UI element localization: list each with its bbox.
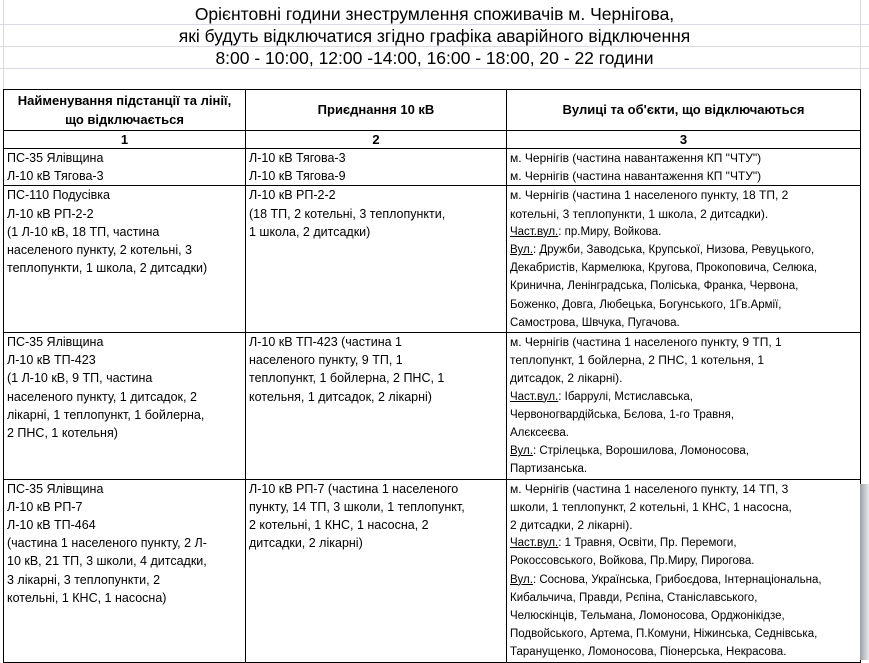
street-list-line bbox=[510, 607, 858, 625]
street-list-line bbox=[510, 534, 858, 552]
header-objects: Вулиці та об'єкти, що відключаються bbox=[507, 90, 861, 131]
objects-cell bbox=[507, 149, 861, 186]
street-list-value: Кибальчича, Правди, Рєпіна, Станіславського, bbox=[510, 591, 758, 604]
table-row bbox=[4, 149, 861, 186]
street-list-value: : 1 Травня, Освіти, Пр. Перемоги, bbox=[558, 537, 737, 550]
title-line-2: які будуть відключатися згідно графіка аварійного відключення bbox=[178, 26, 691, 46]
connection-line: Л-10 кВ ТП-423 (частина 1 bbox=[249, 335, 402, 350]
table-body bbox=[4, 149, 861, 663]
outage-table bbox=[3, 89, 861, 663]
street-list-value: Подвойського, Артема, П.Комуни, Ніжинська, Седнівська, bbox=[510, 628, 818, 641]
table-row bbox=[4, 186, 861, 333]
connection-line: теплопункт, 1 бойлерна, 2 ПНС, 1 bbox=[249, 371, 445, 386]
substation-line: (частина 1 населеного пункту, 2 Л- bbox=[7, 536, 207, 551]
title-line-3: 8:00 - 10:00, 12:00 -14:00, 16:00 - 18:00, 20 - 22 години bbox=[215, 48, 654, 68]
substation-line: населеного пункту, 2 котельні, 3 bbox=[7, 243, 193, 258]
street-list-line bbox=[510, 314, 858, 332]
objects-line: м. Чернігів (частина 1 населеного пункту, 14 ТП, 3 bbox=[510, 481, 789, 496]
substation-line: ПС-110 Подусівка bbox=[7, 188, 111, 203]
street-list-line bbox=[510, 296, 858, 314]
substation-line: теплопункти, 1 школа, 2 дитсадки) bbox=[7, 261, 208, 276]
objects-cell bbox=[507, 333, 861, 480]
objects-line: дитсадок, 2 лікарні). bbox=[510, 371, 623, 386]
connection-line: котельня, 1 дитсадок, 2 лікарні) bbox=[249, 389, 432, 404]
substation-cell bbox=[4, 479, 246, 662]
substation-line: котельні, 1 КНС, 1 насосна) bbox=[7, 590, 167, 605]
street-list-value: : Ібаррулі, Мстиславська, bbox=[558, 390, 693, 403]
connection-line: 2 котельні, 1 КНС, 1 насосна, 2 bbox=[249, 518, 429, 533]
scroll-shadow bbox=[860, 484, 869, 660]
objects-line: м. Чернігів (частина навантаження КП "ЧТУ") bbox=[510, 169, 762, 184]
substation-line: населеного пункту, 1 дитсадок, 2 bbox=[7, 389, 197, 404]
connection-line: Л-10 кВ РП-7 (частина 1 населеного bbox=[249, 481, 459, 496]
street-list-line bbox=[510, 571, 858, 589]
connection-line: Л-10 кВ РП-2-2 bbox=[249, 188, 336, 203]
connection-line: населеного пункту, 9 ТП, 1 bbox=[249, 353, 403, 368]
connection-cell bbox=[246, 149, 507, 186]
street-list-value: Кринична, Ленінградська, Поліська, Франка, Червона, bbox=[510, 280, 799, 293]
objects-line: м. Чернігів (частина 1 населеного пункту, 9 ТП, 1 bbox=[510, 335, 782, 350]
street-list-value: : Стрілецька, Ворошилова, Ломоносова, bbox=[532, 445, 749, 458]
street-list-value: : Дружби, Заводська, Крупської, Низова, Ревуцького, bbox=[532, 244, 815, 257]
street-list-value: Червоногвардійська, Бєлова, 1-го Травня, bbox=[510, 408, 735, 421]
substation-cell bbox=[4, 333, 246, 480]
substation-line: 3 лікарні, 3 теплопункти, 2 bbox=[7, 572, 161, 587]
connection-line: Л-10 кВ Тягова-3 bbox=[249, 151, 346, 165]
substation-line: 10 кВ, 21 ТП, 3 школи, 4 дитсадки, bbox=[7, 554, 207, 569]
street-list-label: Част.вул. bbox=[510, 225, 559, 238]
street-list-line bbox=[510, 223, 858, 241]
street-list-line bbox=[510, 460, 858, 478]
street-list-label: Част.вул. bbox=[510, 537, 559, 550]
document-title bbox=[0, 3, 869, 69]
substation-line: Л-10 кВ РП-7 bbox=[7, 499, 83, 514]
street-list-line bbox=[510, 241, 858, 259]
street-list-value: Челюскінців, Тельмана, Ломоносова, Орджонікідзе, bbox=[510, 610, 785, 623]
street-list-value: Рокоссовського, Войкова, Пр.Миру, Пирогова. bbox=[510, 555, 755, 568]
objects-cell bbox=[507, 186, 861, 333]
connection-cell bbox=[246, 186, 507, 333]
column-number: 3 bbox=[507, 131, 861, 149]
substation-cell bbox=[4, 149, 246, 186]
street-list-value: Декабристів, Кармелюка, Кругова, Прокоповича, Селюка, bbox=[510, 262, 818, 275]
street-list-value: Самострова, Швчука, Пугачова. bbox=[510, 316, 680, 329]
connection-line: пункту, 14 ТП, 3 школи, 1 теплопункт, bbox=[249, 499, 465, 514]
street-list-line bbox=[510, 277, 858, 295]
substation-line: ПС-35 Ялівщина bbox=[7, 335, 104, 350]
objects-cell bbox=[507, 479, 861, 662]
substation-line: Л-10 кВ Тягова-3 bbox=[7, 169, 104, 184]
table-row bbox=[4, 479, 861, 662]
objects-line: теплопункт, 1 бойлерна, 2 ПНС, 1 котельня, 1 bbox=[510, 353, 765, 368]
header-substation: Найменування підстанції та лінії, що відключається bbox=[4, 90, 246, 131]
table-row bbox=[4, 333, 861, 480]
substation-line: Л-10 кВ РП-2-2 bbox=[7, 206, 94, 221]
street-list-line bbox=[510, 643, 858, 661]
street-list-line bbox=[510, 406, 858, 424]
substation-line: (1 Л-10 кВ, 9 ТП, частина bbox=[7, 371, 153, 386]
substation-line: Л-10 кВ ТП-464 bbox=[7, 518, 96, 533]
street-list-label: Вул. bbox=[510, 244, 533, 257]
column-number: 2 bbox=[246, 131, 507, 149]
column-number-row bbox=[4, 131, 861, 149]
street-list-line bbox=[510, 388, 858, 406]
connection-cell bbox=[246, 479, 507, 662]
title-line-1: Орієнтовні години знеструмлення споживачів м. Чернігова, bbox=[194, 4, 675, 24]
substation-line: (1 Л-10 кВ, 18 ТП, частина bbox=[7, 224, 160, 239]
connection-line: дитсадки, 2 лікарні) bbox=[249, 536, 363, 551]
street-list-line bbox=[510, 552, 858, 570]
street-list-label: Вул. bbox=[510, 573, 533, 586]
objects-line: м. Чернігів (частина навантаження КП "ЧТУ") bbox=[510, 151, 762, 165]
objects-line: школи, 1 теплопункт, 2 котельні, 1 КНС, 1 насосна, bbox=[510, 499, 792, 514]
substation-line: ПС-35 Ялівщина bbox=[7, 481, 104, 496]
street-list-line bbox=[510, 442, 858, 460]
connection-line: 1 школа, 2 дитсадки) bbox=[249, 224, 371, 239]
objects-line: 2 дитсадки, 2 лікарні). bbox=[510, 518, 633, 533]
street-list-value: Партизанська. bbox=[510, 463, 588, 476]
substation-line: Л-10 кВ ТП-423 bbox=[7, 353, 96, 368]
street-list-value: : Соснова, Українська, Грибоєдова, Інтернаціональна, bbox=[532, 573, 822, 586]
street-list-value: Таранущенко, Ломоносова, Піонерська, Некрасова. bbox=[510, 646, 787, 659]
header-connection: Приєднання 10 кВ bbox=[246, 90, 507, 131]
column-number: 1 bbox=[4, 131, 246, 149]
street-list-line bbox=[510, 259, 858, 277]
objects-line: м. Чернігів (частина 1 населеного пункту, 18 ТП, 2 bbox=[510, 188, 789, 203]
objects-line: котельні, 3 теплопункти, 1 школа, 2 дитсадки). bbox=[510, 206, 769, 221]
connection-line: (18 ТП, 2 котельні, 3 теплопункти, bbox=[249, 206, 446, 221]
street-list-line bbox=[510, 424, 858, 442]
table-header-row bbox=[4, 90, 861, 131]
street-list-value: Боженко, Довга, Любецька, Богунського, 1Гв.Армії, bbox=[510, 298, 782, 311]
substation-line: ПС-35 Ялівщина bbox=[7, 151, 104, 165]
street-list-value: : пр.Миру, Войкова. bbox=[558, 225, 662, 238]
street-list-label: Част.вул. bbox=[510, 390, 559, 403]
connection-cell bbox=[246, 333, 507, 480]
street-list-line bbox=[510, 589, 858, 607]
substation-line: 2 ПНС, 1 котельня) bbox=[7, 426, 118, 441]
connection-line: Л-10 кВ Тягова-9 bbox=[249, 169, 346, 184]
street-list-line bbox=[510, 625, 858, 643]
substation-line: лікарні, 1 теплопункт, 1 бойлерна, bbox=[7, 407, 205, 422]
substation-cell bbox=[4, 186, 246, 333]
street-list-value: Алєксеєва. bbox=[510, 427, 569, 440]
street-list-label: Вул. bbox=[510, 445, 533, 458]
